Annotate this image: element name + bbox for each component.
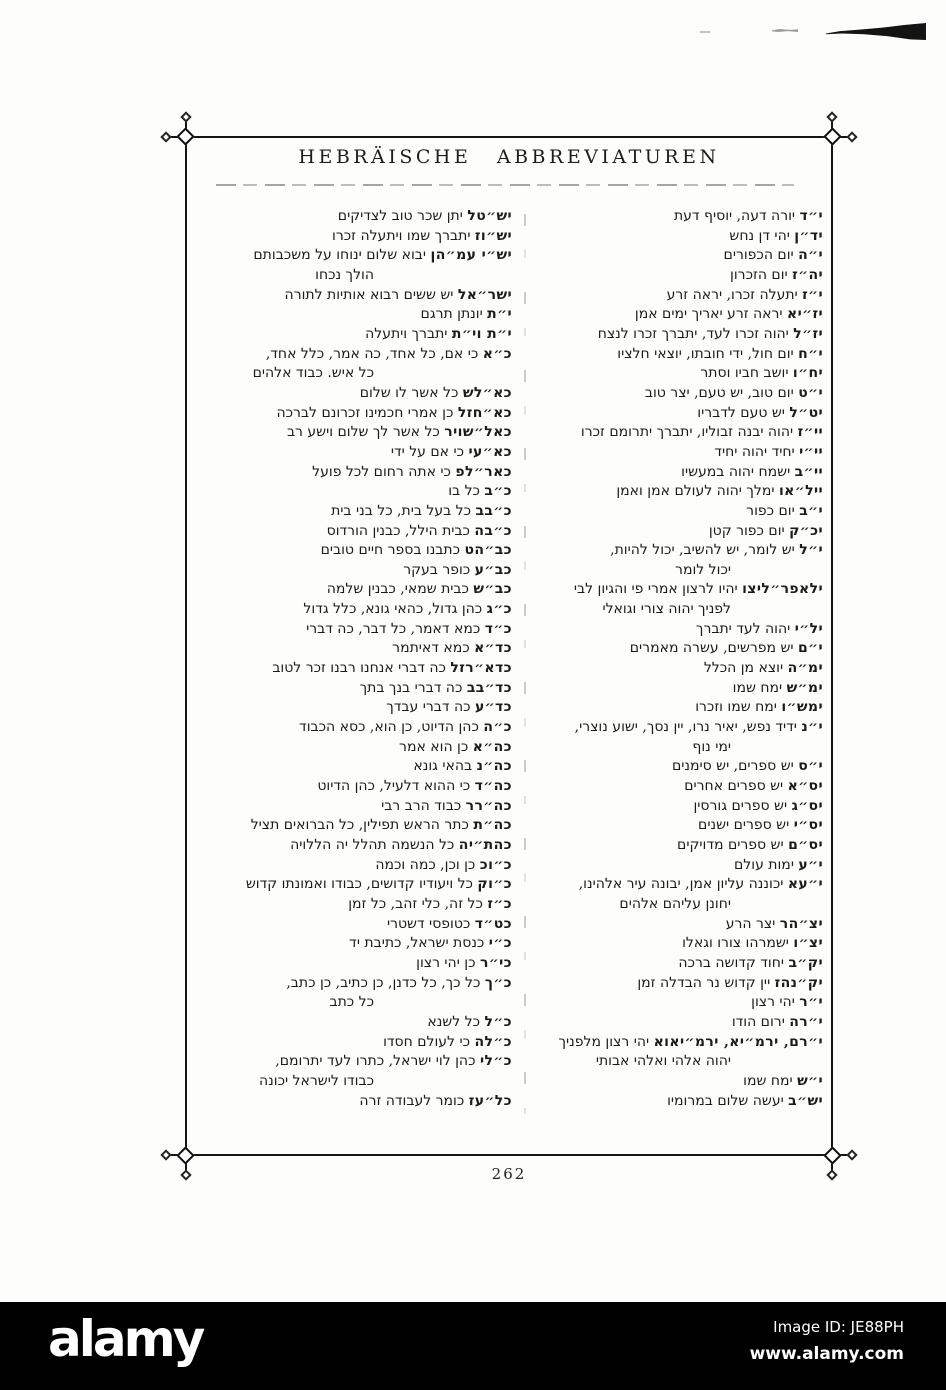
entry-expansion: יש טעם לדבריו <box>697 404 785 421</box>
entry-abbreviation: כד״ע <box>474 699 512 716</box>
entry-abbreviation: יצ״ו <box>793 935 823 952</box>
entry-abbreviation: כי״ר <box>479 954 512 971</box>
entry-abbreviation: כ״ל <box>484 1013 512 1030</box>
entry-line <box>545 698 823 718</box>
entry-line <box>545 463 823 483</box>
entry-line <box>545 207 823 227</box>
entry-line <box>545 404 823 424</box>
entry-expansion: יהי דן נחש <box>729 227 790 244</box>
entry-line <box>203 600 512 620</box>
entry-expansion: יש ספרים מדויקים <box>677 837 784 853</box>
entry-expansion: כן יהי רצון <box>416 954 476 971</box>
entry-line <box>203 836 512 856</box>
entry-expansion: כל זה, כלי זהב, כל זמן <box>348 895 483 912</box>
entry-line <box>545 856 823 876</box>
entry-abbreviation: ילאפר״ליצו <box>742 581 823 598</box>
entry-expansion: ימי נוף <box>692 738 731 755</box>
entry-abbreviation: י״ת <box>487 306 512 323</box>
entry-abbreviation: כ״ד <box>484 620 512 637</box>
entry-expansion: כה דברי עבדך <box>386 699 471 716</box>
entry-abbreviation: כאר״לפ <box>455 463 512 480</box>
entry-continuation-line <box>545 600 823 620</box>
entry-abbreviation: יה״ז <box>792 266 823 283</box>
entry-expansion: יכוננה עליון אמן, יבונה עיר אלהינו, <box>578 876 784 893</box>
entry-expansion: יהי רצון <box>751 994 795 1011</box>
entry-expansion: יתן שכר טוב לצדיקים <box>337 208 463 224</box>
entry-line <box>203 325 512 345</box>
entry-expansion: יונתן תרגם <box>420 306 483 323</box>
entry-expansion: ירום הודו <box>731 1013 785 1030</box>
entry-continuation-line <box>203 364 512 384</box>
entry-expansion: כמא דאמר, כל דבר, כה דברי <box>306 620 481 637</box>
entry-expansion: לפניך יהוה צורי וגואלי <box>602 601 731 618</box>
entry-line <box>203 286 512 306</box>
entry-abbreviation: יש״ב <box>788 1092 823 1109</box>
entry-expansion: כל אשר לו שלום <box>359 384 459 401</box>
scan-speck <box>700 31 710 33</box>
entry-continuation-line <box>203 993 512 1013</box>
entry-abbreviation: כ״ך <box>484 974 512 991</box>
entry-line <box>545 286 823 306</box>
entry-abbreviation: כ״ה <box>483 719 512 736</box>
entry-expansion: יחיד יהוה יחיד <box>714 443 795 460</box>
entry-line <box>545 541 823 561</box>
entry-abbreviation: י״ש <box>797 1072 823 1089</box>
entry-abbreviation: י״ס <box>798 758 823 775</box>
entry-expansion: כי לעולם חסדו <box>383 1033 470 1050</box>
abbreviation-column-right <box>545 207 823 1111</box>
entry-abbreviation: כט״ד <box>474 915 512 932</box>
entry-line <box>203 915 512 935</box>
entry-continuation-line <box>545 561 823 581</box>
title-divider-rule <box>216 184 794 186</box>
entry-line <box>203 561 512 581</box>
scan-speck <box>772 29 798 32</box>
alamy-logo: alamy <box>48 1310 203 1368</box>
corner-finial-diamond <box>160 131 171 142</box>
entry-expansion: כל כך, כל כדנן, כן כתיב, כן כתב, <box>286 974 481 991</box>
entry-expansion: יש מפרשים, עשרה מאמרים <box>629 640 794 657</box>
entry-abbreviation: יק״ב <box>788 954 823 971</box>
entry-expansion: כבית שמאי, כבנין שלמה <box>326 581 469 598</box>
entry-line <box>545 954 823 974</box>
entry-expansion: כי אתה רחום לכל פועל <box>312 463 451 480</box>
entry-expansion: כן אמרי חכמינו זכרונם לברכה <box>276 404 454 421</box>
entry-line <box>545 266 823 286</box>
entry-abbreviation: יז״ל <box>793 325 823 342</box>
entry-expansion: ישמח יהוה במעשיו <box>681 463 791 480</box>
entry-abbreviation: כה״רר <box>465 797 512 814</box>
entry-expansion: יש לומר, יש להשיב, יכול להיות, <box>610 542 795 559</box>
entry-line <box>545 993 823 1013</box>
entry-abbreviation: י״ת וי״ת <box>451 325 512 342</box>
entry-expansion: יש ספרים גורסין <box>693 797 788 814</box>
abbreviation-column-left <box>203 207 512 1111</box>
entry-expansion: יראה זרע יאריך ימים אמן <box>634 306 783 323</box>
entry-abbreviation: יח״ו <box>792 365 823 382</box>
entry-abbreviation: כ״ב <box>484 483 512 500</box>
entry-line <box>203 698 512 718</box>
entry-continuation-line <box>545 738 823 758</box>
entry-expansion: יש ששים רבוא אותיות לתורה <box>284 286 454 303</box>
entry-line <box>545 777 823 797</box>
entry-line <box>545 482 823 502</box>
entry-line <box>545 1013 823 1033</box>
entry-expansion: ימח שמו <box>743 1072 793 1089</box>
entry-expansion: כהן הדיוט, כן הוא, כסא הכבוד <box>299 719 479 736</box>
entry-line <box>203 620 512 640</box>
entry-abbreviation: כאל״שויר <box>444 424 512 441</box>
entry-expansion: כל אשר לך שלום וישע רב <box>286 424 440 441</box>
entry-expansion: יהוה אלהי ואלהי אבותי <box>595 1053 731 1070</box>
entry-abbreviation: כ״וכ <box>479 856 512 873</box>
watermark-image-id: Image ID: JE88PH <box>773 1318 904 1336</box>
entry-line <box>203 502 512 522</box>
entry-line <box>203 1092 512 1112</box>
entry-line <box>545 875 823 895</box>
entry-expansion: כתר הראש תפילין, כל הברואים תציל <box>250 817 469 834</box>
entry-continuation-line <box>545 895 823 915</box>
entry-expansion: כתבנו בספר חיים טובים <box>320 542 460 559</box>
entry-line <box>203 541 512 561</box>
entry-expansion: יתעלה זכרו, יראה זרע <box>666 286 798 303</box>
entry-abbreviation: כדא״רזל <box>450 660 512 677</box>
entry-line <box>545 797 823 817</box>
entry-expansion: בהאי גונא <box>413 758 473 775</box>
entry-continuation-line <box>203 1072 512 1092</box>
entry-abbreviation: ייל״או <box>778 483 823 500</box>
entry-line <box>203 639 512 659</box>
entry-line <box>545 620 823 640</box>
entry-abbreviation: יי״ב <box>794 463 823 480</box>
entry-expansion: כמא דאיתמר <box>392 640 470 657</box>
entry-abbreviation: יש״י עמ״הן <box>430 247 512 264</box>
entry-line <box>545 679 823 699</box>
entry-abbreviation: יכ״ק <box>789 522 823 539</box>
entry-abbreviation: יי״י <box>799 443 823 460</box>
entry-expansion: יצר הרע <box>725 915 776 932</box>
entry-expansion: יום טוב, יש טעם, יצר טוב <box>644 384 794 401</box>
entry-expansion: יין קדוש נר הבדלה זמן <box>637 974 771 991</box>
entry-expansion: יהוה זכרו לעד, יתברך זכרו לנצח <box>597 325 789 342</box>
entry-abbreviation: יס״ג <box>791 797 823 814</box>
entry-line <box>203 659 512 679</box>
entry-continuation-line <box>203 266 512 286</box>
entry-expansion: כבוד הרב רבי <box>381 797 462 814</box>
entry-abbreviation: י״רם, ירמ״יא, ירמ״יאוא <box>653 1033 823 1050</box>
entry-expansion: כל בו <box>448 483 480 500</box>
entry-abbreviation: כ״א <box>482 345 512 362</box>
entry-expansion: כל ויעודיו קדושים, כבודו ואמונתו קדוש <box>245 876 473 893</box>
entry-abbreviation: יש״טל <box>467 208 512 224</box>
entry-line <box>203 580 512 600</box>
entry-continuation-line <box>545 1052 823 1072</box>
entry-line <box>545 443 823 463</box>
entry-line <box>545 227 823 247</box>
entry-expansion: יתברך שמו ויתעלה זכרו <box>332 227 471 244</box>
entry-line <box>203 1013 512 1033</box>
entry-line <box>203 345 512 365</box>
entry-expansion: ידיד נפש, יאיר נרו, יין נסך, ישוע נוצרי, <box>574 719 797 736</box>
entry-expansion: יום כפור קטן <box>708 522 785 539</box>
entry-expansion: כנסת ישראל, כתיבת יד <box>349 935 485 952</box>
entry-expansion: כל כתב <box>329 994 374 1011</box>
entry-line <box>203 718 512 738</box>
entry-abbreviation: יס״ם <box>788 837 823 853</box>
entry-abbreviation: יק״נהז <box>774 974 823 991</box>
entry-expansion: יום הזכרון <box>730 266 788 283</box>
entry-abbreviation: כה״א <box>472 738 512 755</box>
entry-expansion: יושב חביו וסתר <box>700 365 789 382</box>
entry-expansion: כל הנשמה תהלל יה הללויה <box>290 837 455 853</box>
entry-abbreviation: י״ר <box>799 994 823 1011</box>
entry-line <box>203 423 512 443</box>
entry-line <box>203 974 512 994</box>
entry-line <box>545 659 823 679</box>
entry-abbreviation: כה״ת <box>473 817 512 834</box>
entry-expansion: יהוה לעד יתברך <box>695 620 791 637</box>
entry-expansion: כהן לוי ישראל, כתרו לעד יתרומם, <box>275 1053 476 1070</box>
entry-line <box>203 954 512 974</box>
entry-expansion: כל לשנא <box>427 1013 480 1030</box>
entry-line <box>545 580 823 600</box>
corner-finial-diamond <box>846 131 857 142</box>
entry-abbreviation: יל״י <box>794 620 823 637</box>
entry-line <box>545 246 823 266</box>
entry-abbreviation: י״ז <box>802 286 823 303</box>
watermark-bar <box>0 1302 946 1390</box>
entry-expansion: יש ספרים אחרים <box>684 778 784 795</box>
entry-expansion: כי ההוא דלעיל, כהן הדיוט <box>317 778 471 795</box>
entry-abbreviation: כב״ע <box>474 561 512 578</box>
entry-line <box>545 718 823 738</box>
entry-expansion: יהיו לרצון אמרי פי והגיון לבי <box>573 581 738 598</box>
entry-line <box>545 364 823 384</box>
entry-abbreviation: י״רה <box>789 1013 823 1030</box>
entry-expansion: יכול לומר <box>675 561 731 578</box>
entry-line <box>203 797 512 817</box>
entry-line <box>545 384 823 404</box>
entry-abbreviation: י״ל <box>799 542 823 559</box>
entry-line <box>203 816 512 836</box>
entry-line <box>203 305 512 325</box>
entry-line <box>203 856 512 876</box>
corner-finial-diamond <box>846 1149 857 1160</box>
entry-abbreviation: כ״לי <box>479 1053 512 1070</box>
entry-abbreviation: ימש״ו <box>781 699 823 716</box>
entry-abbreviation: כ״בב <box>475 502 512 519</box>
entry-expansion: ימות עולם <box>734 856 794 873</box>
entry-line <box>203 522 512 542</box>
entry-line <box>203 227 512 247</box>
entry-expansion: ישמרהו צורו וגאלו <box>682 935 789 952</box>
entry-expansion: כל בעל בית, כל בני בית <box>331 502 471 519</box>
entry-line <box>545 305 823 325</box>
entry-line <box>545 1033 823 1053</box>
entry-abbreviation: יש״וז <box>474 227 512 244</box>
entry-expansion: כה דברי אנחנו רבנו זכר לטוב <box>272 660 446 677</box>
entry-line <box>545 325 823 345</box>
entry-line <box>203 443 512 463</box>
entry-expansion: יבוא שלום ינוחו על משכבותם <box>253 247 427 264</box>
corner-finial-diamond <box>826 111 837 122</box>
entry-line <box>545 836 823 856</box>
entry-abbreviation: כ״לה <box>474 1033 512 1050</box>
entry-line <box>203 738 512 758</box>
entry-expansion: כבית הילל, כבנין הורדוס <box>326 522 470 539</box>
entry-expansion: יום חול, ידי חובתו, יוצאי חלציו <box>617 345 794 362</box>
column-divider-rule <box>524 214 526 1114</box>
entry-abbreviation: יז״יא <box>787 306 823 323</box>
entry-line <box>203 384 512 404</box>
entry-expansion: הולך נכחו <box>315 266 374 283</box>
entry-abbreviation: כב״הט <box>464 542 512 559</box>
entry-expansion: יתברך ויתעלה <box>365 325 448 342</box>
entry-line <box>203 482 512 502</box>
entry-expansion: יום הכפורים <box>723 247 794 264</box>
entry-expansion: כי אם, כל אחד, כה אמר, כלל אחד, <box>265 345 479 362</box>
entry-abbreviation: כ״וק <box>477 876 512 893</box>
entry-expansion: כהן גדול, כהאי גונא, כלל גדול <box>303 601 483 618</box>
entry-line <box>203 1033 512 1053</box>
entry-abbreviation: כ״ג <box>486 601 512 618</box>
entry-abbreviation: יי״ז <box>797 424 823 441</box>
entry-abbreviation: ישר״אל <box>457 286 512 303</box>
entry-abbreviation: כד״בב <box>466 679 512 696</box>
entry-line <box>545 345 823 365</box>
entry-abbreviation: כה״נ <box>476 758 512 775</box>
entry-abbreviation: י״ט <box>798 384 823 401</box>
entry-line <box>545 522 823 542</box>
entry-line <box>203 875 512 895</box>
entry-abbreviation: י״ד <box>799 208 823 224</box>
entry-abbreviation: י״ב <box>799 502 823 519</box>
entry-abbreviation: כ״י <box>488 935 512 952</box>
entry-expansion: ימלך יהוה לעולם אמן ואמן <box>616 483 775 500</box>
entry-abbreviation: כה״ד <box>474 778 512 795</box>
entry-abbreviation: כ״ז <box>487 895 512 912</box>
entry-abbreviation: י״עא <box>787 876 823 893</box>
entry-expansion: ימח שמו וזכרו <box>695 699 777 716</box>
entry-abbreviation: יד״ן <box>794 227 823 244</box>
entry-abbreviation: י״ה <box>798 247 823 264</box>
entry-line <box>545 639 823 659</box>
entry-abbreviation: י״ע <box>798 856 823 873</box>
entry-expansion: יורה דעה, יוסיף דעת <box>673 208 796 224</box>
scan-smudge-artifact <box>826 23 926 40</box>
entry-line <box>545 974 823 994</box>
entry-line <box>545 1092 823 1112</box>
watermark-url: www.alamy.com <box>749 1344 904 1364</box>
entry-expansion: כומר לעבודה זרה <box>359 1092 465 1109</box>
entry-expansion: כה דברי בנך בתך <box>359 679 463 696</box>
entry-expansion: כבודו לישראל יכונה <box>259 1072 374 1089</box>
entry-expansion: כי אם על ידי <box>390 443 465 460</box>
entry-abbreviation: יצ״הר <box>779 915 823 932</box>
entry-abbreviation: כא״עי <box>468 443 512 460</box>
entry-line <box>545 816 823 836</box>
entry-abbreviation: י״ח <box>798 345 823 362</box>
entry-line <box>545 1072 823 1092</box>
entry-line <box>203 757 512 777</box>
entry-abbreviation: כא״לש <box>462 384 512 401</box>
entry-line <box>545 915 823 935</box>
entry-expansion: יש ספרים ישנים <box>698 817 790 834</box>
entry-expansion: ימח שמו <box>732 679 783 696</box>
entry-line <box>203 934 512 954</box>
entry-line <box>545 934 823 954</box>
entry-expansion: יום כפור <box>746 502 795 519</box>
entry-expansion: יהי רצון מלפניך <box>558 1033 650 1050</box>
entry-expansion: כטופסי דשטרי <box>386 915 471 932</box>
entry-line <box>545 502 823 522</box>
entry-expansion: כל איש. כבוד אלהים <box>252 365 374 382</box>
entry-abbreviation: כל״עז <box>468 1092 512 1109</box>
entry-abbreviation: י״נ <box>801 719 823 736</box>
entry-line <box>203 207 512 227</box>
entry-abbreviation: יס״י <box>793 817 823 834</box>
entry-abbreviation: כד״א <box>474 640 512 657</box>
entry-expansion: כופר בעקר <box>403 561 471 578</box>
entry-abbreviation: יט״ל <box>789 404 823 421</box>
entry-abbreviation: כהת״יה <box>458 837 512 853</box>
entry-expansion: כן הוא אמר <box>399 738 469 755</box>
entry-expansion: כן וכן, כמה וכמה <box>375 856 476 873</box>
entry-expansion: יוצא מן הכלל <box>703 660 784 677</box>
entry-line <box>203 679 512 699</box>
entry-line <box>203 463 512 483</box>
entry-line <box>203 777 512 797</box>
corner-finial-diamond <box>180 111 191 122</box>
entry-line <box>545 423 823 443</box>
entry-line <box>203 246 512 266</box>
entry-abbreviation: כב״ש <box>473 581 512 598</box>
entry-expansion: יחוד קדושה ברכה <box>678 954 785 971</box>
page-number: 262 <box>491 1165 527 1183</box>
entry-abbreviation: כ״בה <box>474 522 512 539</box>
entry-expansion: יעשה שלום במרומיו <box>667 1092 784 1109</box>
entry-expansion: יחונן עליהם אלהים <box>619 895 731 912</box>
entry-line <box>203 895 512 915</box>
page-title: HEBRÄISCHE ABBREVIATUREN <box>298 146 720 168</box>
corner-finial-diamond <box>160 1149 171 1160</box>
entry-abbreviation: ימ״ה <box>787 660 823 677</box>
entry-abbreviation: י״ם <box>797 640 823 657</box>
entry-abbreviation: יס״א <box>787 778 823 795</box>
entry-line <box>545 757 823 777</box>
entry-expansion: יהוה יבנה זבוליו, יתברך יתרומם זכרו <box>580 424 794 441</box>
entry-abbreviation: כא״חזל <box>457 404 512 421</box>
entry-line <box>203 404 512 424</box>
entry-abbreviation: ימ״ש <box>786 679 823 696</box>
entry-line <box>203 1052 512 1072</box>
entry-expansion: יש ספרים, יש סימנים <box>671 758 794 775</box>
